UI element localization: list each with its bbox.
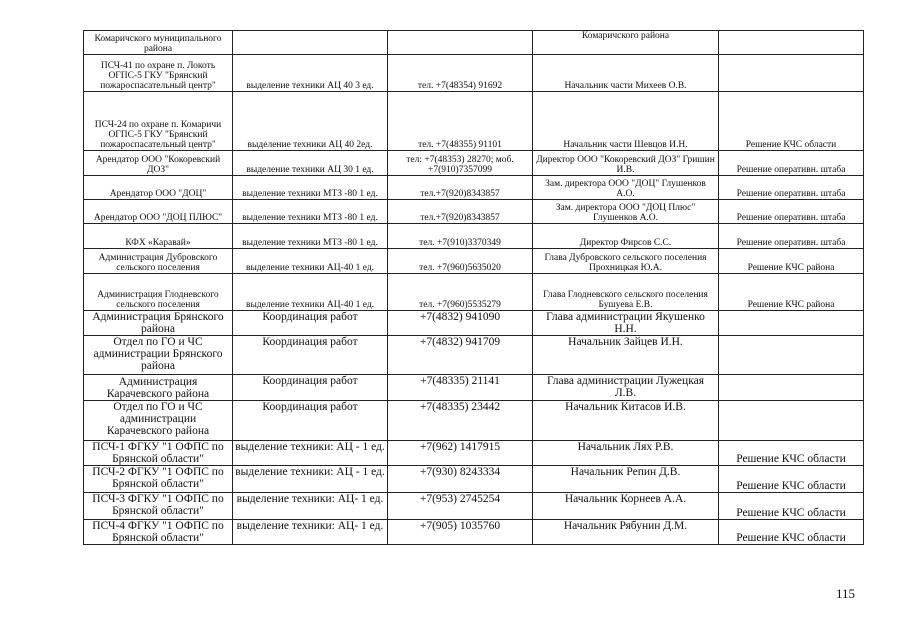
decision-cell: Решение КЧС области (719, 493, 864, 520)
table-row (84, 92, 864, 151)
org-cell: Администрация Дубровского сельского поселения (84, 249, 233, 274)
phone-cell: тел: +7(48353) 28270; моб. +7(910)7357099 (388, 151, 533, 176)
decision-cell (719, 31, 864, 55)
phone-cell: тел. +7(910)3370349 (388, 224, 533, 249)
phone-cell (388, 31, 533, 55)
decision-cell: Решение КЧС области (719, 466, 864, 493)
responsible-cell: Глава Дубровского сельского поселения Прохницкая Ю.А. (533, 249, 719, 274)
decision-cell: Решение КЧС области (719, 441, 864, 466)
table-row (84, 493, 864, 520)
phone-cell: +7(4832) 941090 (388, 311, 533, 336)
table-row (84, 176, 864, 200)
org-cell: ПСЧ-3 ФГКУ "1 ОФПС по Брянской области" (84, 493, 233, 520)
table-row (84, 249, 864, 274)
org-cell: Арендатор ООО "ДОЦ ПЛЮС" (84, 200, 233, 224)
phone-cell: +7(48335) 23442 (388, 401, 533, 441)
table-row (84, 200, 864, 224)
responsible-cell: Глава администрации Якушенко Н.Н. (533, 311, 719, 336)
phone-cell: тел. +7(960)5535279 (388, 274, 533, 311)
org-cell: ПСЧ-1 ФГКУ "1 ОФПС по Брянской области" (84, 441, 233, 466)
decision-cell: Решение оперативн. штаба (719, 176, 864, 200)
equipment-cell: выделение техники: АЦ - 1 ед. (233, 441, 388, 466)
equipment-cell: выделение техники: АЦ - 1 ед. (233, 466, 388, 493)
table-row (84, 55, 864, 92)
responsible-cell: Глава администрации Лужецкая Л.В. (533, 375, 719, 401)
responsible-cell: Начальник части Михеев О.В. (533, 55, 719, 92)
decision-cell (719, 401, 864, 441)
responsible-cell: Зам. директора ООО "ДОЦ Плюс" Глушенков А.О. (533, 200, 719, 224)
phone-cell: +7(4832) 941709 (388, 336, 533, 375)
org-cell: ПСЧ-24 по охране п. Комаричи ОГПС-5 ГКУ "Брянский пожароспасательный центр" (84, 92, 233, 151)
phone-cell: +7(962) 1417915 (388, 441, 533, 466)
phone-cell: +7(905) 1035760 (388, 520, 533, 545)
phone-cell: тел.+7(920)8343857 (388, 200, 533, 224)
equipment-cell: выделение техники МТЗ -80 1 ед. (233, 224, 388, 249)
org-cell: ПСЧ-4 ФГКУ "1 ОФПС по Брянской области" (84, 520, 233, 545)
table-row (84, 311, 864, 336)
responsible-cell: Начальник Репин Д.В. (533, 466, 719, 493)
resource-table-body (84, 31, 864, 545)
decision-cell (719, 336, 864, 375)
decision-cell: Решение оперативн. штаба (719, 224, 864, 249)
equipment-cell: выделение техники АЦ-40 1 ед. (233, 274, 388, 311)
decision-cell: Решение оперативн. штаба (719, 200, 864, 224)
responsible-cell: Начальник Китасов И.В. (533, 401, 719, 441)
org-cell: Арендатор ООО "Кокоревский ДОЗ" (84, 151, 233, 176)
responsible-cell: Директор Фирсов С.С. (533, 224, 719, 249)
org-cell: Комаричского муниципального района (84, 31, 233, 55)
org-cell: ПСЧ-2 ФГКУ "1 ОФПС по Брянской области" (84, 466, 233, 493)
decision-cell (719, 311, 864, 336)
table-row (84, 151, 864, 176)
equipment-cell: выделение техники АЦ 40 2ед. (233, 92, 388, 151)
phone-cell: +7(930) 8243334 (388, 466, 533, 493)
equipment-cell: Координация работ (233, 336, 388, 375)
equipment-cell: выделение техники АЦ 40 3 ед. (233, 55, 388, 92)
equipment-cell (233, 31, 388, 55)
decision-cell: Решение КЧС области (719, 520, 864, 545)
equipment-cell: выделение техники МТЗ -80 1 ед. (233, 176, 388, 200)
equipment-cell: выделение техники: АЦ- 1 ед. (233, 520, 388, 545)
responsible-cell: Начальник Лях Р.В. (533, 441, 719, 466)
table-row (84, 274, 864, 311)
page-number: 115 (836, 586, 856, 601)
org-cell: Администрация Брянского района (84, 311, 233, 336)
decision-cell: Решение оперативн. штаба (719, 151, 864, 176)
table-row (84, 466, 864, 493)
decision-cell: Решение КЧС района (719, 249, 864, 274)
decision-cell (719, 375, 864, 401)
phone-cell: тел.+7(920)8343857 (388, 176, 533, 200)
responsible-cell: Зам. директора ООО "ДОЦ" Глушенков А.О. (533, 176, 719, 200)
responsible-cell: Глава Глодневского сельского поселения Бушуева Е.В. (533, 274, 719, 311)
table-row (84, 520, 864, 545)
org-cell: Администрация Карачевского района (84, 375, 233, 401)
responsible-cell: Директор ООО "Кокоревский ДОЗ" Гришин И.В. (533, 151, 719, 176)
org-cell: КФХ «Каравай» (84, 224, 233, 249)
equipment-cell: выделение техники АЦ-40 1 ед. (233, 249, 388, 274)
table-row (84, 401, 864, 441)
org-cell: Отдел по ГО и ЧС администрации Карачевского района (84, 401, 233, 441)
decision-cell: Решение КЧС района (719, 274, 864, 311)
responsible-cell: Начальник части Шевцов И.Н. (533, 92, 719, 151)
equipment-cell: Координация работ (233, 375, 388, 401)
resource-table (83, 30, 864, 545)
equipment-cell: выделение техники АЦ 30 1 ед. (233, 151, 388, 176)
org-cell: Отдел по ГО и ЧС администрации Брянского района (84, 336, 233, 375)
phone-cell: тел. +7(48354) 91692 (388, 55, 533, 92)
equipment-cell: выделение техники: АЦ- 1 ед. (233, 493, 388, 520)
equipment-cell: Координация работ (233, 401, 388, 441)
table-row (84, 224, 864, 249)
phone-cell: +7(48335) 21141 (388, 375, 533, 401)
decision-cell: Решение КЧС области (719, 92, 864, 151)
responsible-cell: Начальник Рябунин Д.М. (533, 520, 719, 545)
equipment-cell: выделение техники МТЗ -80 1 ед. (233, 200, 388, 224)
org-cell: Администрация Глодневского сельского поселения (84, 274, 233, 311)
table-row (84, 441, 864, 466)
table-row (84, 375, 864, 401)
decision-cell (719, 55, 864, 92)
phone-cell: +7(953) 2745254 (388, 493, 533, 520)
equipment-cell: Координация работ (233, 311, 388, 336)
org-cell: Арендатор ООО "ДОЦ" (84, 176, 233, 200)
responsible-cell: Начальник Зайцев И.Н. (533, 336, 719, 375)
responsible-cell: Начальник Корнеев А.А. (533, 493, 719, 520)
phone-cell: тел. +7(48355) 91101 (388, 92, 533, 151)
table-row (84, 336, 864, 375)
org-cell: ПСЧ-41 по охране п. Локоть ОГПС-5 ГКУ "Брянский пожароспасательный центр" (84, 55, 233, 92)
phone-cell: тел. +7(960)5635020 (388, 249, 533, 274)
table-row (84, 31, 864, 55)
responsible-cell: Комаричского района (533, 31, 719, 55)
